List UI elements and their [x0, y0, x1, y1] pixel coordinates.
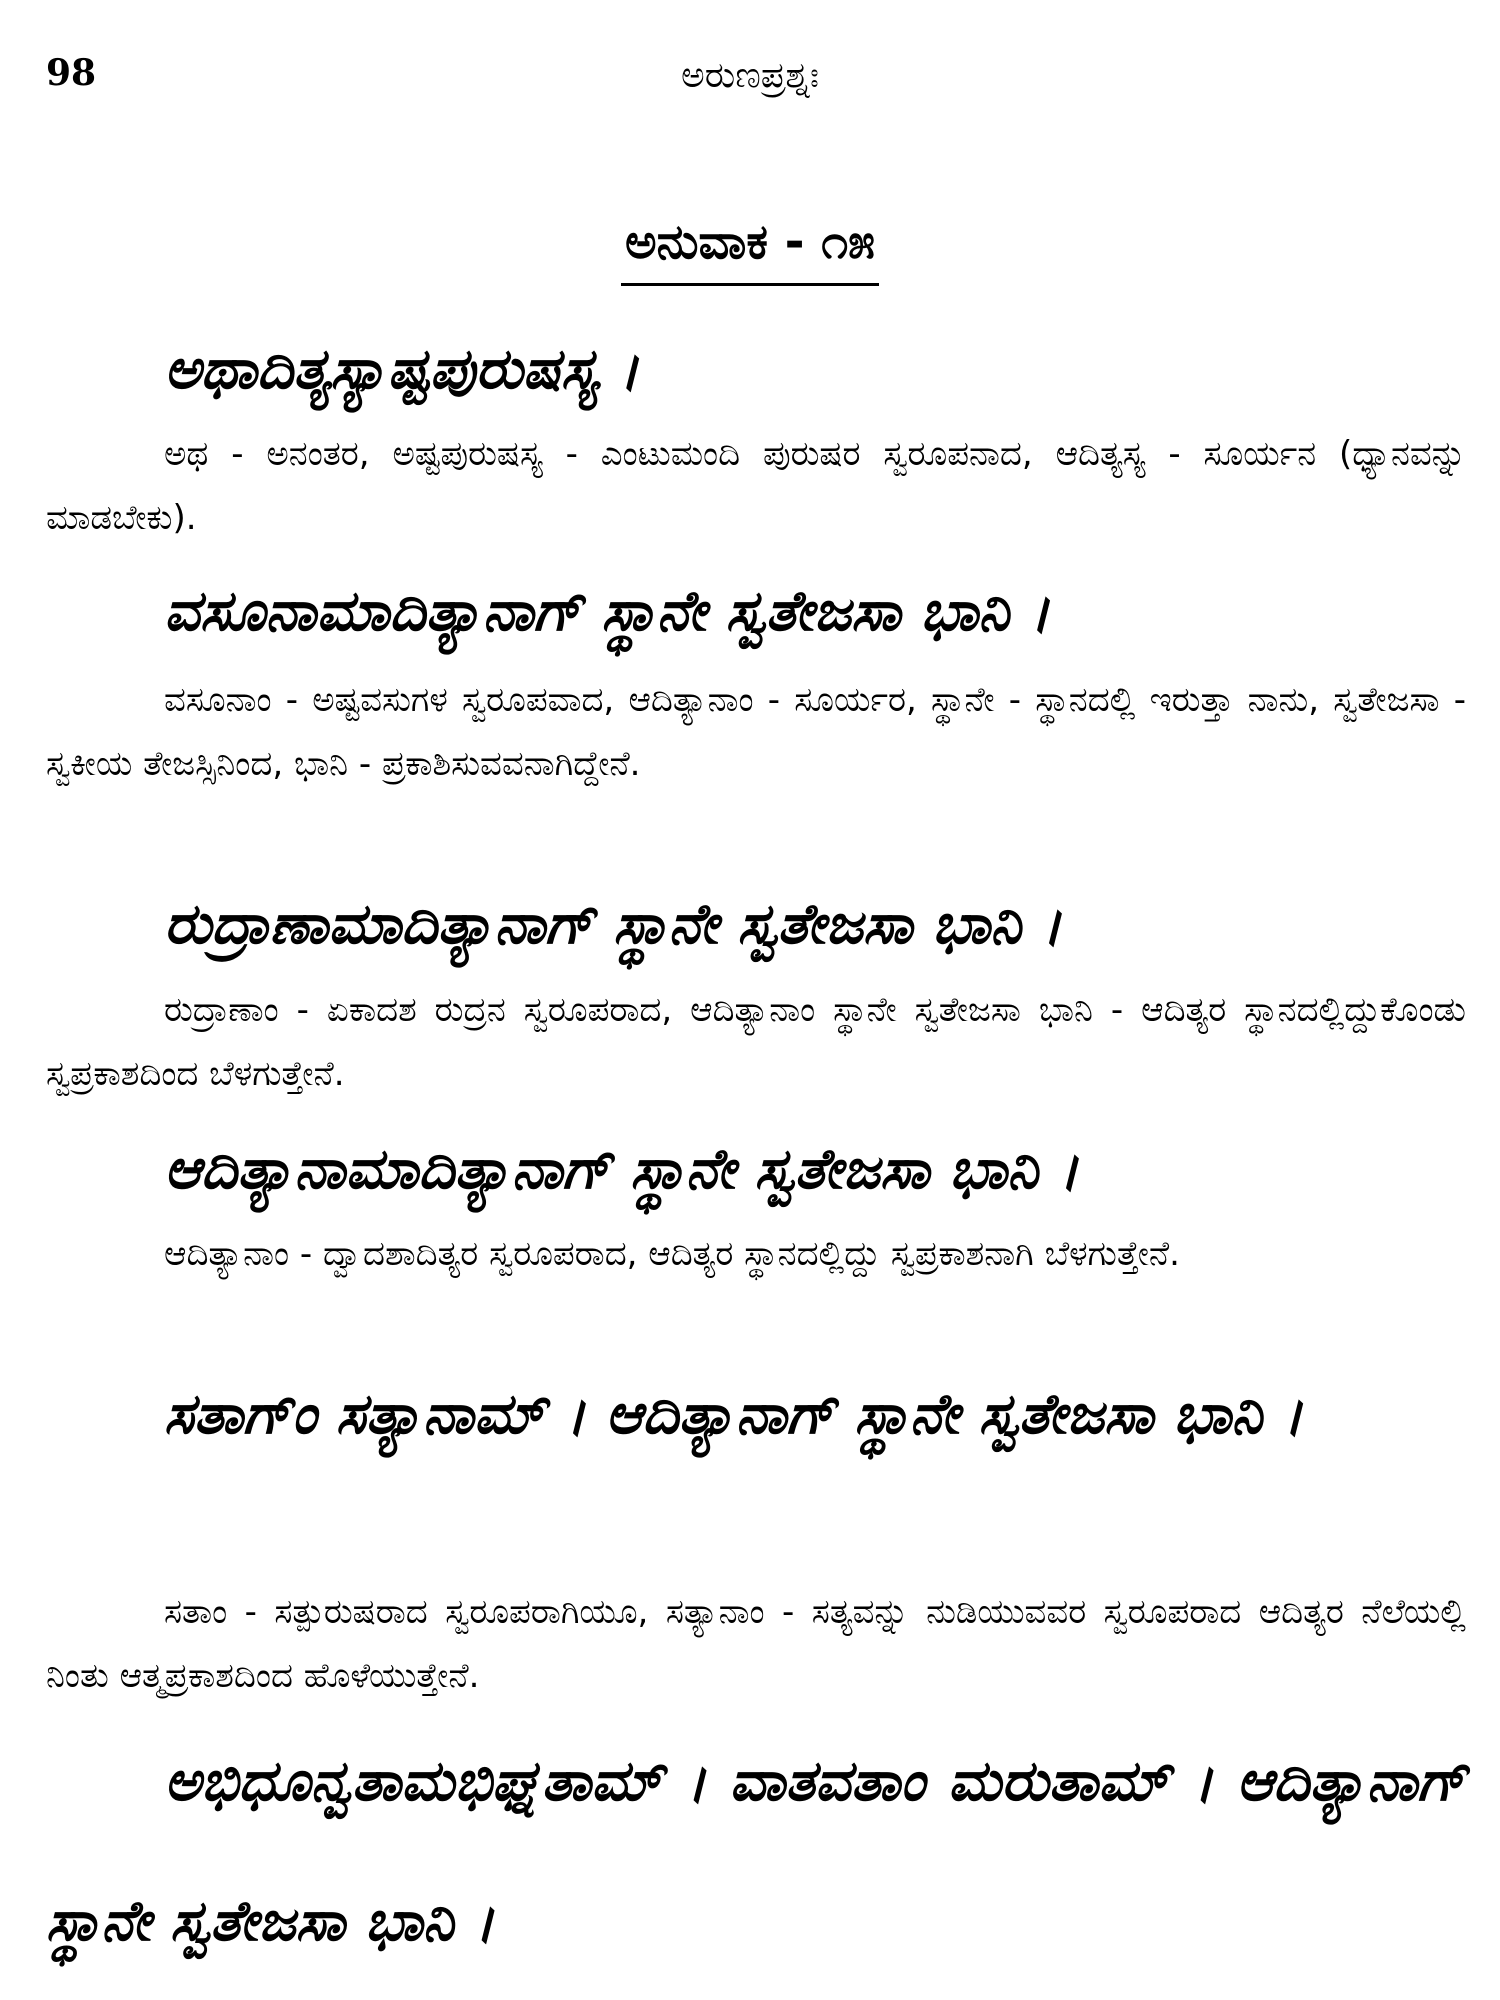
- verse-3: ರುದ್ರಾಣಾಮಾದಿತ್ಯಾನಾಗ್ ಸ್ಥಾನೇ ಸ್ವತೇಜಸಾ ಭಾನಿ ।: [164, 892, 1062, 957]
- verse-6: ಅಭಿಧೂನ್ವತಾಮಭಿಘ್ನತಾಮ್ । ವಾತವತಾಂ ಮರುತಾಮ್ । ಆದಿತ್ಯಾನಾಗ್ ಸ್ಥಾನೇ ಸ್ವತೇಜಸಾ ಭಾನಿ ।: [46, 1749, 1466, 1954]
- verse-2: ವಸೂನಾಮಾದಿತ್ಯಾನಾಗ್ ಸ್ಥಾನೇ ಸ್ವತೇಜಸಾ ಭಾನಿ ।: [164, 579, 1051, 644]
- section-heading: [0, 214, 1500, 286]
- gloss-5: ಸತಾಂ - ಸತ್ಪುರುಷರಾದ ಸ್ವರೂಪರಾಗಿಯೂ, ಸತ್ಯಾನಾಂ - ಸತ್ಯವನ್ನು ನುಡಿಯುವವರ ಸ್ವರೂಪರಾದ ಆದಿತ್ಯರ ನೆಲೆಯಲ್ಲಿ ನಿಂತು ಆತ್ಮಪ್ರಕಾಶದಿಂದ ಹೊಳೆಯುತ್ತೇನೆ.: [46, 1592, 1466, 1696]
- running-title: ಅರುಣಪ್ರಶ್ನಃ: [681, 55, 819, 96]
- verse-5: ಸತಾಗ್ಂ ಸತ್ಯಾನಾಮ್ । ಆದಿತ್ಯಾನಾಗ್ ಸ್ಥಾನೇ ಸ್ವತೇಜಸಾ ಭಾನಿ ।: [164, 1382, 1304, 1447]
- gloss-4: ಆದಿತ್ಯಾನಾಂ - ದ್ವಾದಶಾದಿತ್ಯರ ಸ್ವರೂಪರಾದ, ಆದಿತ್ಯರ ಸ್ಥಾನದಲ್ಲಿದ್ದು ಸ್ವಪ್ರಕಾಶನಾಗಿ ಬೆಳಗುತ್ತೇನೆ.: [164, 1234, 1180, 1274]
- verse-4: ಆದಿತ್ಯಾನಾಮಾದಿತ್ಯಾನಾಗ್ ಸ್ಥಾನೇ ಸ್ವತೇಜಸಾ ಭಾನಿ ।: [164, 1137, 1079, 1202]
- gloss-1: ಅಥ - ಅನಂತರ, ಅಷ್ಟಪುರುಷಸ್ಯ - ಎಂಟುಮಂದಿ ಪುರುಷರ ಸ್ವರೂಪನಾದ, ಆದಿತ್ಯಸ್ಯ - ಸೂರ್ಯನ (ಧ್ಯಾನವನ್ನು ಮಾಡಬೇಕು).: [46, 434, 1466, 538]
- section-heading-text: ಅನುವಾಕ - ೧೫: [621, 214, 879, 286]
- page-number: 98: [46, 52, 97, 94]
- verse-1: ಅಥಾದಿತ್ಯಸ್ಯಾಷ್ಟಪುರುಷಸ್ಯ ।: [164, 337, 640, 402]
- gloss-2: ವಸೂನಾಂ - ಅಷ್ಟವಸುಗಳ ಸ್ವರೂಪವಾದ, ಆದಿತ್ಯಾನಾಂ - ಸೂರ್ಯರ, ಸ್ಥಾನೇ - ಸ್ಥಾನದಲ್ಲಿ ಇರುತ್ತಾ ನಾನು, ಸ್ವತೇಜಸಾ - ಸ್ವಕೀಯ ತೇಜಸ್ಸಿನಿಂದ, ಭಾನಿ - ಪ್ರಕಾಶಿಸುವವನಾಗಿದ್ದೇನೆ.: [46, 680, 1466, 784]
- gloss-3: ರುದ್ರಾಣಾಂ - ಏಕಾದಶ ರುದ್ರನ ಸ್ವರೂಪರಾದ, ಆದಿತ್ಯಾನಾಂ ಸ್ಥಾನೇ ಸ್ವತೇಜಸಾ ಭಾನಿ - ಆದಿತ್ಯರ ಸ್ಥಾನದಲ್ಲಿದ್ದುಕೊಂಡು ಸ್ವಪ್ರಕಾಶದಿಂದ ಬೆಳಗುತ್ತೇನೆ.: [46, 990, 1466, 1094]
